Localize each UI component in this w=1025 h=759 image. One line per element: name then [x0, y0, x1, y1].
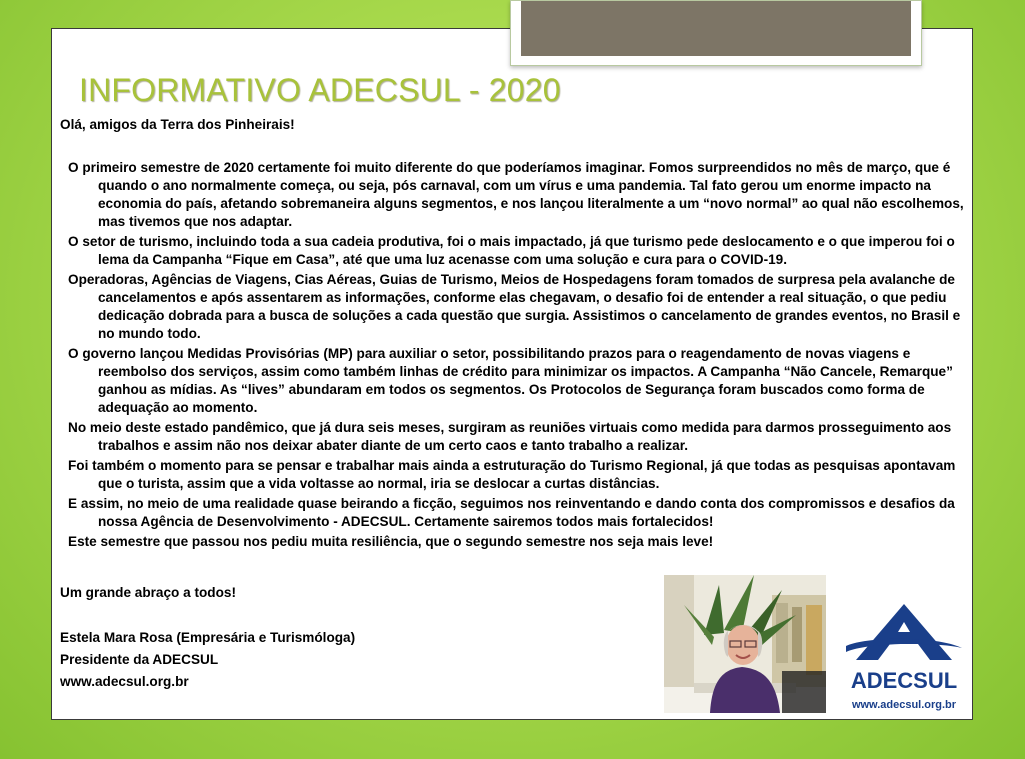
paragraph: O primeiro semestre de 2020 certamente foi muito diferente do que poderíamos imaginar. Fomos surpreendidos no mês de março, que é quando o ano normalmente começa, ou seja, pós carnaval, com um vírus e uma pandemia. Tal fato gerou um enorme impacto na economia do país, afetando sobremaneira alguns segmentos, e nos lançou literalmente a um “novo normal” ao qual não escolhemos, mas tivemos que nos adaptar. [68, 160, 964, 229]
paragraph: No meio deste estado pandêmico, que já dura seis meses, surgiram as reuniões virtuais como medida para darmos prosseguimento aos trabalhos e assim não nos deixar abater diante de um certo caos e tanto trabalho a realizar. [68, 420, 952, 453]
signature-role: Presidente da ADECSUL [60, 652, 219, 667]
paragraph: E assim, no meio de uma realidade quase beirando a ficção, seguimos nos reinventando e dando conta dos compromissos e desafios da nossa Agência de Desenvolvimento - ADECSUL. Certamente sairemos todos mais fortalecidos! [68, 496, 955, 529]
header-photo-frame [510, 0, 922, 66]
paragraph: Este semestre que passou nos pediu muita resiliência, que o segundo semestre nos seja mais leve! [68, 534, 714, 549]
paragraph: Operadoras, Agências de Viagens, Cias Aéreas, Guias de Turismo, Meios de Hospedagens foram tomados de surpresa pela avalanche de cancelamentos e após assentarem as informações, conforme elas chegavam, o desafio foi de entender a real situação, o que pediu dedicação dobrada para a busca de soluções a cada questão que surgia. Assistimos o cancelamento de grandes eventos, no Brasil e no mundo todo. [68, 272, 961, 341]
paragraph: O setor de turismo, incluindo toda a sua cadeia produtiva, foi o mais impactado, já que turismo pede deslocamento e o que imperou foi o lema da Campanha “Fique em Casa”, até que uma luz acenasse com uma solução e cura para o COVID-19. [68, 234, 955, 267]
signature-website: www.adecsul.org.br [60, 674, 189, 689]
paragraph: O governo lançou Medidas Provisórias (MP) para auxiliar o setor, possibilitando prazos para o reagendamento de novas viagens e reembolso dos serviços, assim como também linhas de crédito para minimizar os impactos. A Campanha “Não Cancele, Remarque” ganhou as mídias. As “lives” abundaram em todos os segmentos. Os Protocolos de Segurança foram buscados como forma de adequação ao momento. [68, 346, 953, 415]
logo-a-icon [838, 598, 970, 668]
logo-url: www.adecsul.org.br [851, 699, 957, 711]
adecsul-logo [838, 598, 970, 716]
header-photo [521, 1, 911, 56]
greeting: Olá, amigos da Terra dos Pinheirais! [60, 117, 295, 132]
signature-name: Estela Mara Rosa (Empresária e Turismóloga) [60, 630, 356, 645]
portrait-illustration [664, 575, 826, 713]
closing-line: Um grande abraço a todos! [60, 585, 236, 600]
paragraph-list [68, 159, 973, 553]
logo-name: ADECSUL [850, 668, 958, 693]
signature-block [60, 627, 355, 693]
paragraph: Foi também o momento para se pensar e trabalhar mais ainda a estruturação do Turismo Regional, já que todas as pesquisas apontavam que o turista, assim que a vida voltasse ao normal, iria se deslocar a curtas distâncias. [68, 458, 956, 491]
portrait-photo [664, 575, 826, 713]
page-title: INFORMATIVO ADECSUL - 2020 [79, 72, 561, 108]
